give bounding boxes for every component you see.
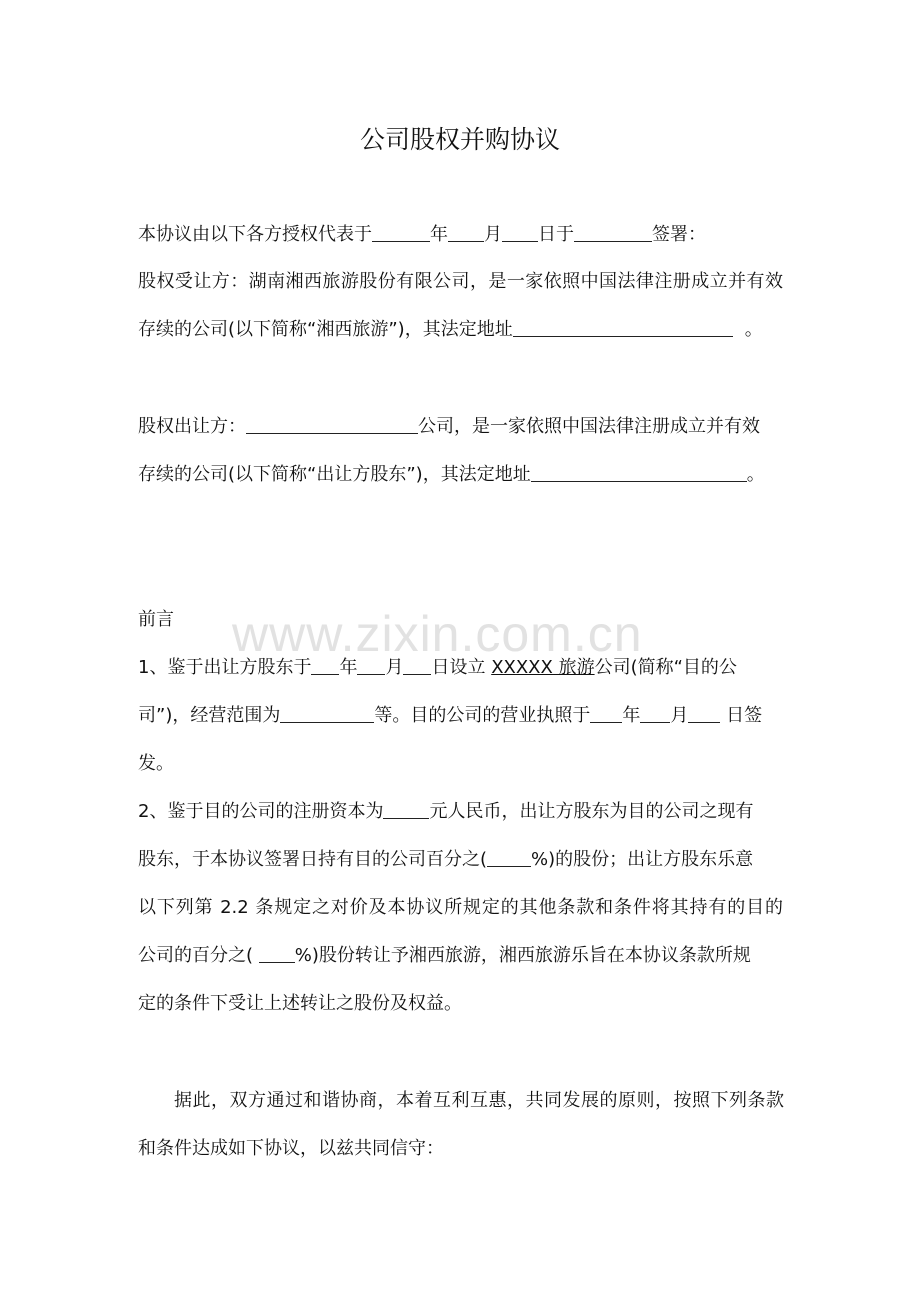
closing-line-2: 和条件达成如下协议，以兹共同信守：	[138, 1138, 444, 1159]
preface-p2-line-5: 定的条件下受让上述转让之股份及权益。	[138, 993, 462, 1014]
preface-p2-line-2: 股东，于本协议签署日持有目的公司百分之( %)的股份；出让方股东乐意	[138, 849, 754, 870]
preface-heading: 前言	[138, 609, 174, 630]
transferee-line-2: 存续的公司(以下简称“湘西旅游”)，其法定地址 。	[138, 319, 763, 340]
watermark: www.zixin.com.cn	[232, 606, 643, 662]
preface-p2-line-3: 以下列第 2.2 条规定之对价及本协议所规定的其他条款和条件将其持有的目的	[138, 897, 783, 918]
transferee-line-1: 股权受让方：湖南湘西旅游股份有限公司，是一家依照中国法律注册成立并有效	[138, 271, 783, 292]
closing-line-1: 据此，双方通过和谐协商，本着互利互惠，共同发展的原则，按照下列条款	[174, 1090, 784, 1111]
preface-p1-line-1: 1、鉴于出让方股东于 年 月 日设立 XXXXX 旅游公司(简称“目的公	[138, 657, 737, 678]
preface-p1-line-2: 司”)，经营范围为 等。目的公司的营业执照于 年 月 日签	[138, 705, 763, 726]
preface-p2-line-1: 2、鉴于目的公司的注册资本为 元人民币，出让方股东为目的公司之现有	[138, 801, 754, 822]
preface-p2-line-4: 公司的百分之( %)股份转让予湘西旅游，湘西旅游乐旨在本协议条款所规	[138, 945, 751, 966]
intro-line: 本协议由以下各方授权代表于 年 月 日于 签署：	[138, 224, 706, 245]
transferor-line-2: 存续的公司(以下简称“出让方股东”)，其法定地址 。	[138, 464, 765, 485]
document-title: 公司股权并购协议	[359, 125, 560, 154]
transferor-line-1: 股权出让方： 公司，是一家依照中国法律注册成立并有效	[138, 416, 760, 437]
preface-p1-line-3: 发。	[138, 753, 174, 774]
